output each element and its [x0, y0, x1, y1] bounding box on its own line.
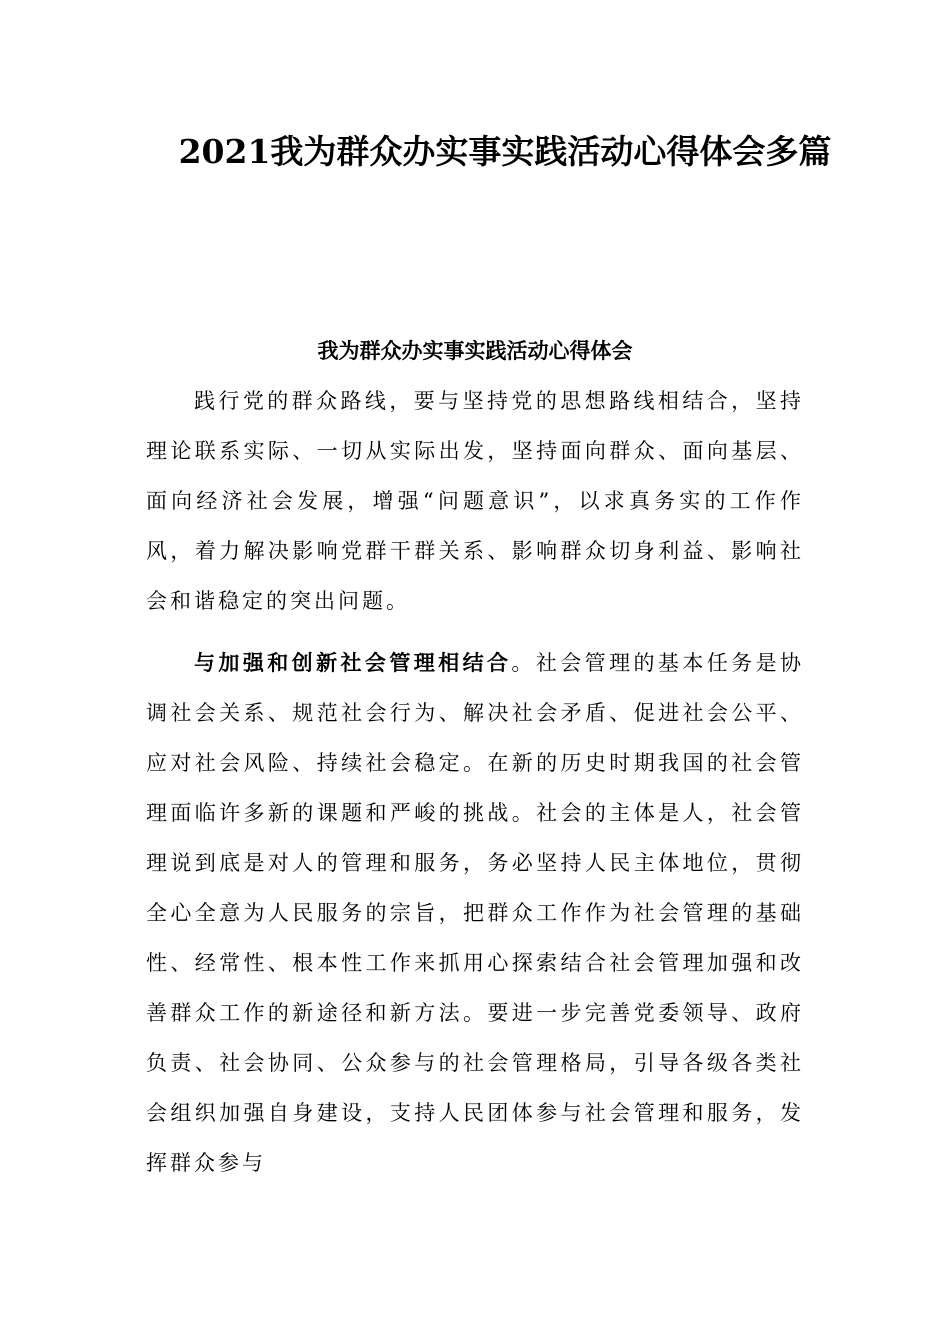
paragraph-1-text: 践行党的群众路线，要与坚持党的思想路线相结合，坚持理论联系实际、一切从实际出发，坚持面向群众、面向基层、面向经济社会发展，增强“问题意识”，以求真务实的工作作风，着力解决影响党群干群关系、影响群众切身利益、影响社会和谐稳定的突出问题。 — [146, 389, 804, 613]
paragraph-2-lead: 与加强和创新社会管理相结合 — [194, 650, 512, 675]
document-title: 2021我为群众办实事实践活动心得体会多篇 — [178, 132, 832, 171]
paragraph-2 — [146, 638, 804, 1188]
paragraph-1 — [146, 376, 804, 626]
section-heading: 我为群众办实事实践活动心得体会 — [317, 338, 633, 363]
paragraph-2-text: 。社会管理的基本任务是协调社会关系、规范社会行为、解决社会矛盾、促进社会公平、应对社会风险、持续社会稳定。在新的历史时期我国的社会管理面临许多新的课题和严峻的挑战。社会的主体是人，社会管理说到底是对人的管理和服务，务必坚持人民主体地位，贯彻全心全意为人民服务的宗旨，把群众工作作为社会管理的基础性、经常性、根本性工作来抓用心探索结合社会管理加强和改善群众工作的新途径和新方法。要进一步完善党委领导、政府负责、社会协同、公众参与的社会管理格局，引导各级各类社会组织加强自身建设，支持人民团体参与社会管理和服务，发挥群众参与 — [146, 651, 805, 1175]
